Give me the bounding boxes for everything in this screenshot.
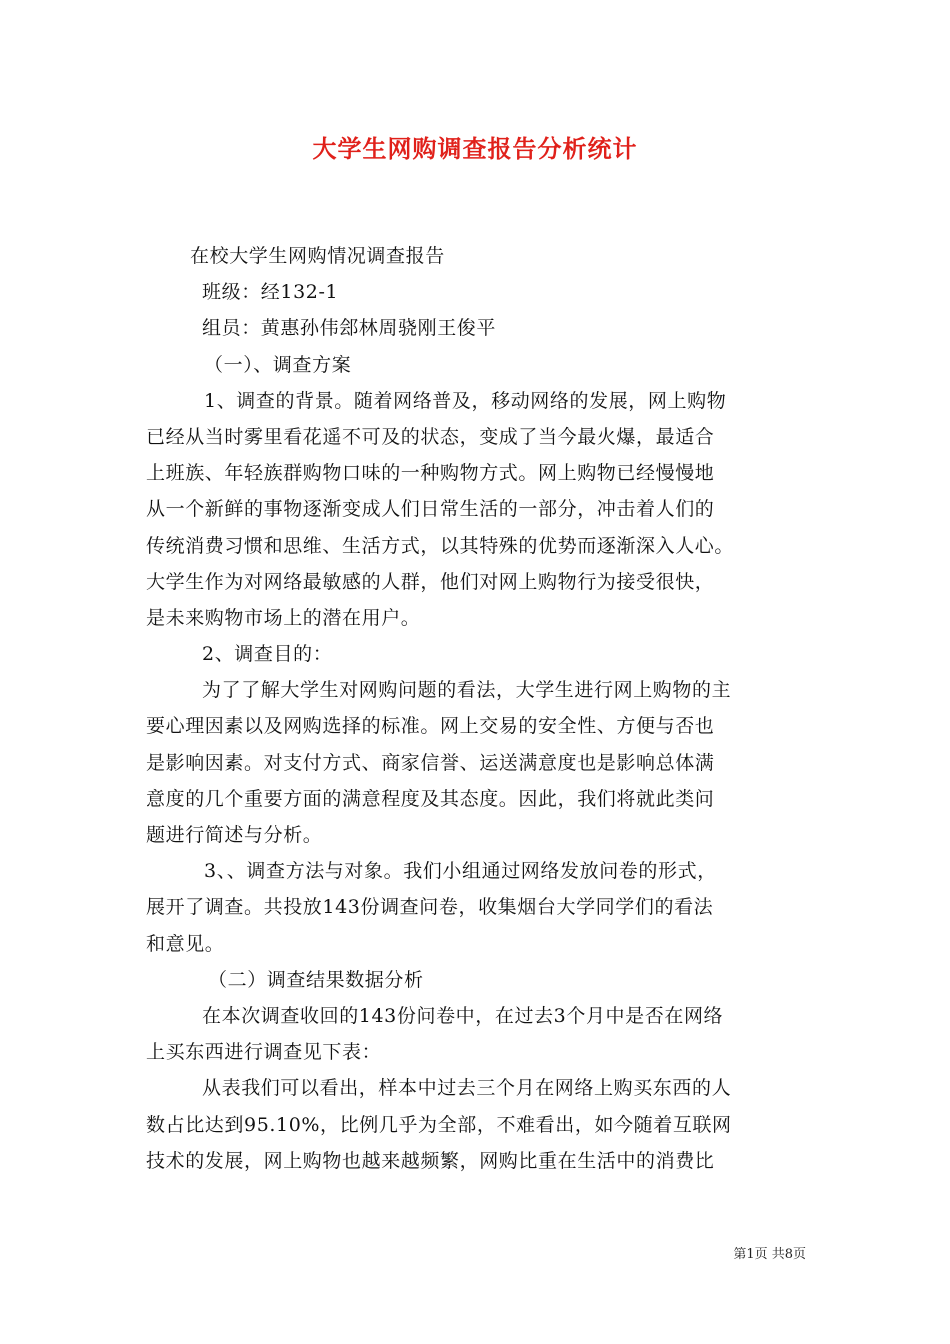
paragraph-line: 题进行简述与分析。 [146, 824, 323, 846]
subheading-purpose: 2、调查目的： [202, 643, 333, 666]
paragraph-line: 传统消费习惯和思维、生活方式，以其特殊的优势而逐渐深入人心。 [146, 534, 735, 557]
paragraph-line: 上买东西进行调查见下表： [146, 1041, 382, 1064]
section-heading-1: （一）、调查方案 [204, 353, 352, 376]
paragraph-line: 是影响因素。对支付方式、商家信誉、运送满意度也是影响总体满 [146, 751, 715, 774]
paragraph-line: 上班族、年轻族群购物口味的一种购物方式。网上购物已经慢慢地 [146, 462, 715, 485]
paragraph-line: 数占比达到95.10%，比例几乎为全部，不难看出，如今随着互联网 [146, 1113, 732, 1136]
document-body [146, 238, 814, 1179]
paragraph-line: 1、调查的背景。随着网络普及，移动网络的发展，网上购物 [204, 389, 727, 412]
group-members: 组员：黄惠孙伟郐林周骁刚王俊平 [202, 317, 497, 340]
paragraph-line: 技术的发展，网上购物也越来越频繁，网购比重在生活中的消费比 [146, 1149, 715, 1172]
paragraph-line: 和意见。 [146, 932, 225, 955]
paragraph-line: 是未来购物市场上的潜在用户。 [146, 606, 421, 629]
paragraph-line: 3、、调查方法与对象。我们小组通过网络发放问卷的形式， [204, 860, 717, 883]
paragraph-line: 在本次调查收回的143份问卷中，在过去3个月中是否在网络 [202, 1004, 724, 1027]
class-info: 班级：经132-1 [202, 281, 339, 304]
section-heading-2: （二）调查结果数据分析 [208, 968, 424, 991]
paragraph-line: 意度的几个重要方面的满意程度及其态度。因此，我们将就此类问 [146, 787, 715, 810]
paragraph-line: 大学生作为对网络最敏感的人群，他们对网上购物行为接受很快， [146, 570, 715, 593]
paragraph-line: 要心理因素以及网购选择的标准。网上交易的安全性、方便与否也 [146, 715, 715, 738]
document-title: 大学生网购调查报告分析统计 [312, 134, 638, 163]
paragraph-line: 已经从当时雾里看花遥不可及的状态，变成了当今最火爆，最适合 [146, 425, 715, 448]
paragraph-line: 从表我们可以看出，样本中过去三个月在网络上购买东西的人 [202, 1077, 732, 1100]
paragraph-line: 从一个新鲜的事物逐渐变成人们日常生活的一部分，冲击着人们的 [146, 498, 715, 521]
report-subtitle: 在校大学生网购情况调查报告 [190, 245, 445, 267]
paragraph-line: 展开了调查。共投放143份调查问卷，收集烟台大学同学们的看法 [146, 896, 714, 919]
page-number: 第1页 共8页 [733, 1247, 806, 1262]
paragraph-line: 为了了解大学生对网购问题的看法，大学生进行网上购物的主 [202, 679, 732, 702]
